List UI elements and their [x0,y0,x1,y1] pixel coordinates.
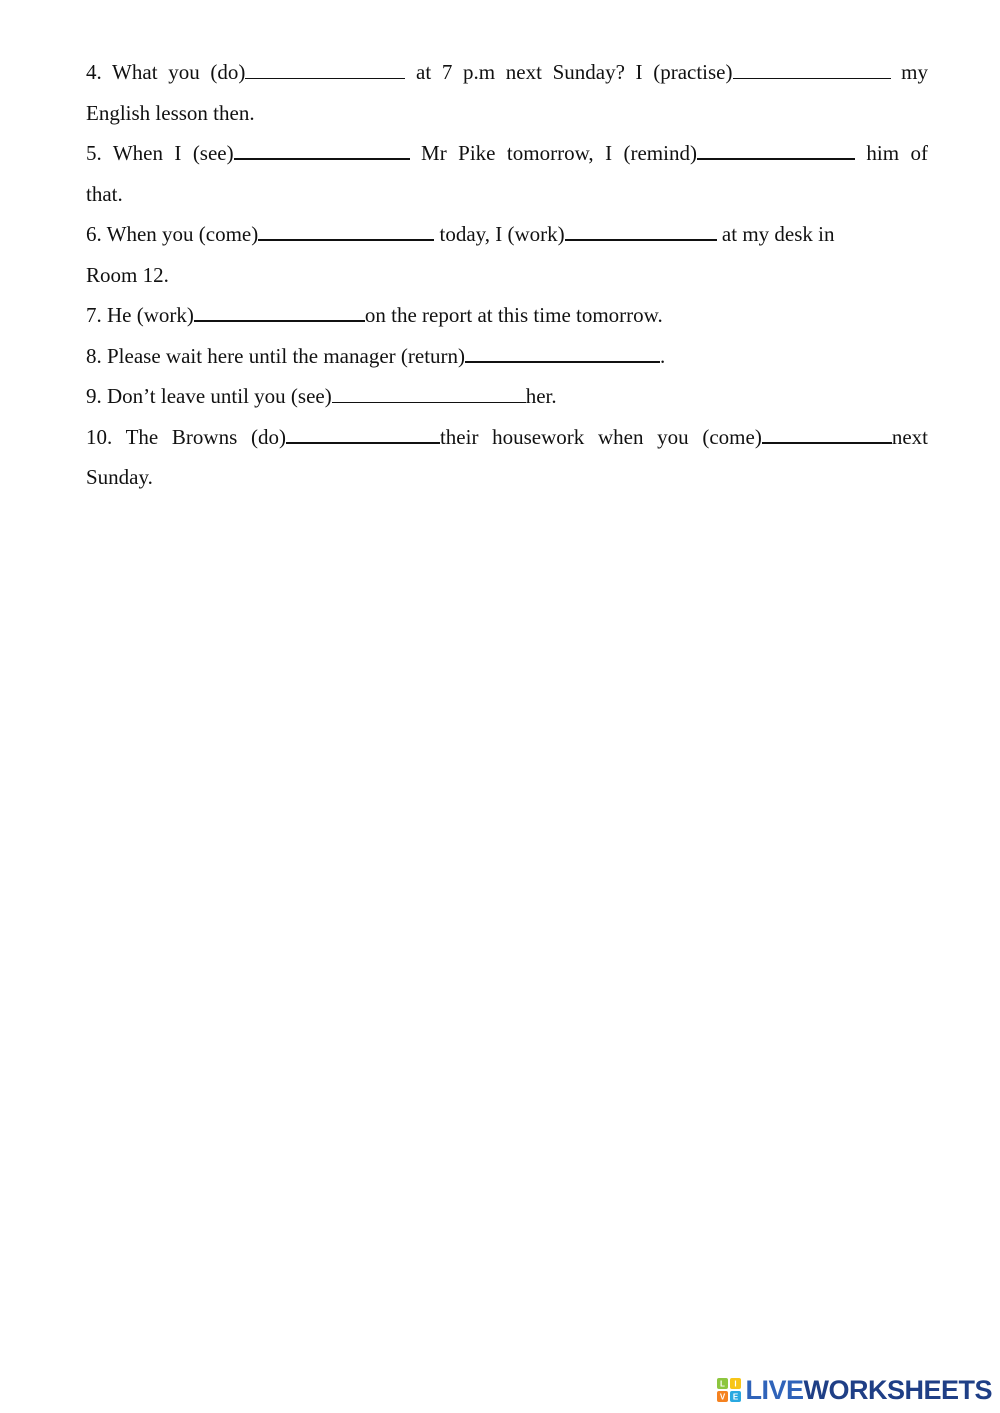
answer-blank[interactable] [245,60,405,79]
question-text: When I (see) [112,141,234,165]
answer-blank[interactable] [465,343,660,363]
answer-blank[interactable] [234,140,410,160]
answer-blank[interactable] [762,424,892,444]
svg-text:L: L [720,1379,726,1389]
question-text: What you (do) [112,60,246,84]
question-number: 6. [86,222,102,246]
answer-blank[interactable] [733,60,891,79]
question-number: 5. [86,141,102,165]
answer-blank[interactable] [332,384,526,403]
question-text: . [660,343,666,368]
answer-blank[interactable] [697,140,855,160]
question-number: 8. [86,343,102,368]
question-text: Don’t leave until you (see) [107,384,332,408]
question-6-line-2 [86,255,928,296]
question-9-line-1 [86,376,928,417]
answer-blank[interactable] [258,221,434,241]
question-8-line-1 [86,336,928,377]
question-text: When you (come) [106,222,259,246]
brand-wordmark [745,1374,992,1405]
question-text: Mr Pike tomorrow, I (remind) [409,141,697,165]
question-number: 7. [86,303,102,327]
question-text: on the report at this time tomorrow. [364,303,663,327]
svg-text:V: V [720,1392,726,1402]
question-number: 9. [86,384,102,408]
question-text: The Browns (do) [125,424,286,449]
question-7-line-1 [86,295,928,336]
question-text: at my desk in [716,222,835,246]
question-4-line-1 [86,52,928,93]
question-text: next [891,424,928,449]
question-4-line-2 [86,93,928,134]
worksheet-body [86,52,928,498]
question-text: her. [525,384,557,408]
question-10-line-2 [86,457,928,498]
question-number: 4. [86,60,102,84]
question-text: today, I (work) [434,222,565,246]
svg-text:E: E [733,1392,739,1402]
question-text: Sunday. [86,465,153,489]
brand-worksheets: WORKSHEETS [803,1374,992,1405]
liveworksheets-logo-icon [717,1378,741,1402]
question-10-line-1 [86,417,928,458]
answer-blank[interactable] [286,424,440,444]
answer-blank[interactable] [194,302,365,322]
question-5-line-2 [86,174,928,215]
question-text: Room 12. [86,262,169,287]
question-6-line-1 [86,214,928,255]
question-text: Please wait here until the manager (return) [107,343,466,368]
question-text: at 7 p.m next Sunday? I (practise) [405,60,733,84]
question-text: that. [86,181,123,206]
liveworksheets-logo [717,1373,992,1407]
question-text: He (work) [107,303,194,327]
question-5-line-1 [86,133,928,174]
question-text: my [890,60,928,84]
svg-text:I: I [734,1379,738,1389]
brand-live: LIVE [745,1374,804,1405]
question-text: their housework when you (come) [439,424,762,449]
question-number: 10. [86,424,113,449]
question-text: English lesson then. [86,100,255,125]
answer-blank[interactable] [565,221,717,241]
question-text: him of [854,141,928,165]
